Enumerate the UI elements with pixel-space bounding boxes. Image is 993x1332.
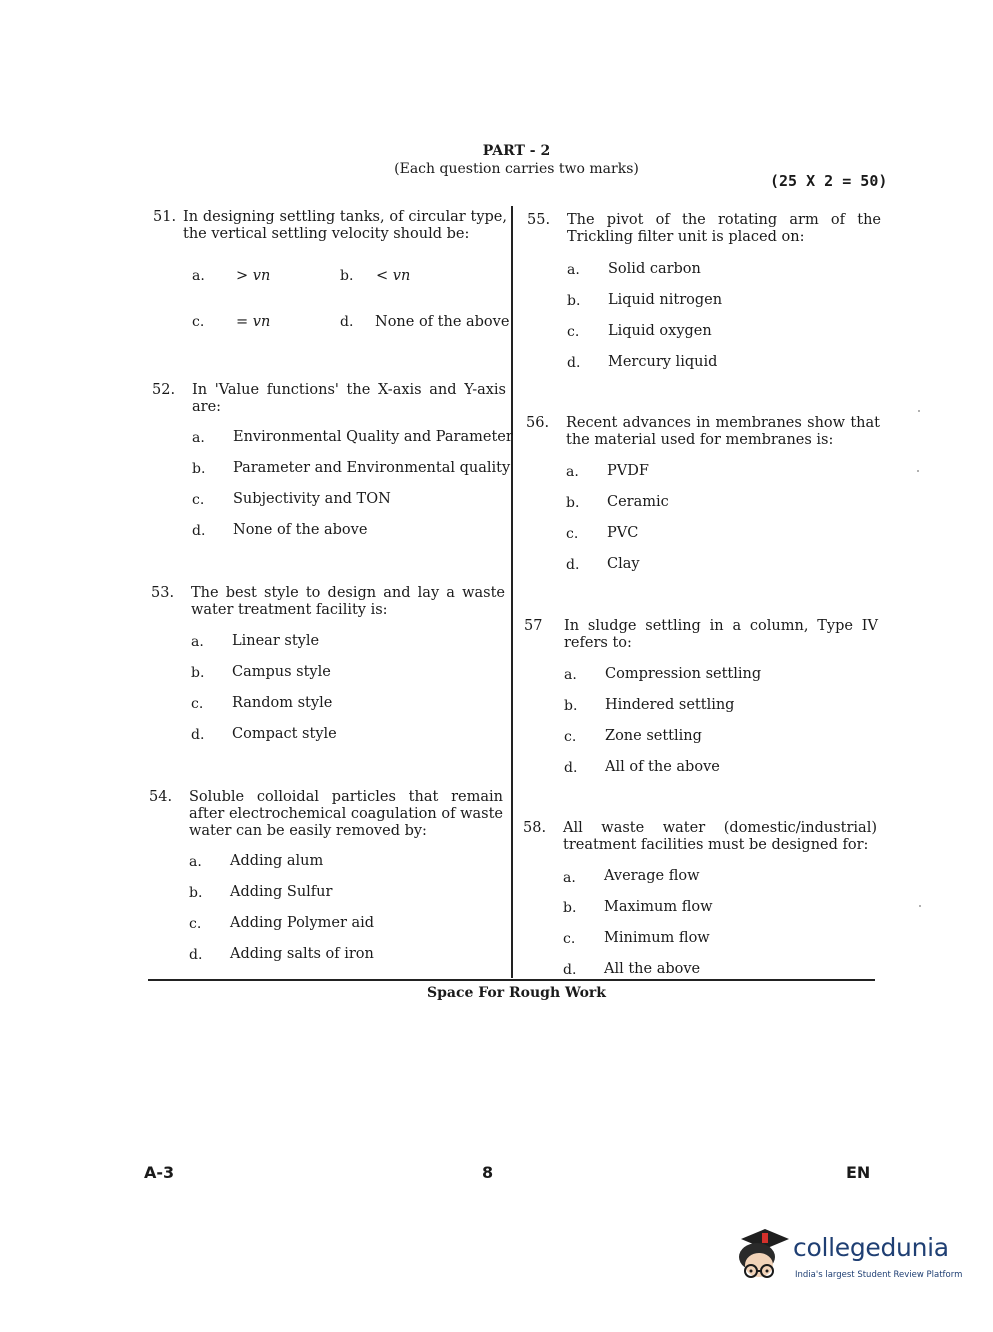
option-text: Ceramic: [607, 494, 669, 510]
option-text: Subjectivity and TON: [233, 491, 391, 507]
option-label: d.: [191, 727, 205, 743]
question-number: 56.: [526, 415, 550, 431]
part-title: PART - 2: [482, 143, 551, 159]
option-label: a.: [564, 667, 577, 683]
option-text: Adding salts of iron: [230, 946, 374, 962]
option-label: d.: [567, 355, 581, 371]
collegedunia-logo: [735, 1225, 965, 1295]
option-label: c.: [191, 696, 204, 712]
option-text: Zone settling: [605, 728, 702, 744]
option-text: Average flow: [604, 868, 700, 884]
question-text: In sludge settling in a column, Type IV refers to:: [564, 618, 878, 651]
option-label: b.: [563, 900, 577, 916]
option-label: a.: [189, 854, 202, 870]
option-text: Adding alum: [230, 853, 324, 869]
option-label: b.: [189, 885, 203, 901]
option-label: c.: [192, 314, 205, 330]
booklet-code: A-3: [144, 1163, 175, 1182]
option-label: c.: [566, 526, 579, 542]
option-text: Environmental Quality and Parameter: [233, 429, 513, 445]
question-text: All waste water (domestic/industrial) treatment facilities must be designed for:: [563, 820, 877, 853]
option-text: PVC: [607, 525, 639, 541]
option-label: a.: [192, 430, 205, 446]
option-text: Adding Sulfur: [230, 884, 333, 900]
question-text: Recent advances in membranes show that the material used for membranes is:: [566, 415, 880, 448]
option-text: = vn: [236, 314, 271, 330]
option-label: b.: [192, 461, 206, 477]
option-label: c.: [563, 931, 576, 947]
option-text: Maximum flow: [604, 899, 713, 915]
option-label: a.: [566, 464, 579, 480]
option-label: a.: [191, 634, 204, 650]
option-text: All the above: [604, 961, 701, 977]
option-label: b.: [566, 495, 580, 511]
option-label: c.: [189, 916, 202, 932]
mascot-icon: [735, 1225, 793, 1285]
scan-speck: [919, 905, 921, 907]
question-text: In 'Value functions' the X-axis and Y-axis are:: [192, 382, 506, 415]
option-label: d.: [189, 947, 203, 963]
option-label: b.: [340, 268, 354, 284]
question-number: 55.: [527, 212, 551, 228]
option-text: Liquid nitrogen: [608, 292, 723, 308]
language-code: EN: [846, 1163, 871, 1182]
option-label: a.: [567, 262, 580, 278]
page-number: 8: [482, 1163, 494, 1182]
question-text: Soluble colloidal particles that remain after electrochemical coagulation of waste water can be easily removed by:: [189, 789, 503, 839]
question-number: 54.: [149, 789, 173, 805]
option-text: Compression settling: [605, 666, 762, 682]
option-label: b.: [567, 293, 581, 309]
option-text: > vn: [236, 268, 271, 284]
option-text: Linear style: [232, 633, 320, 649]
option-text: Liquid oxygen: [608, 323, 712, 339]
option-label: c.: [192, 492, 205, 508]
question-number: 51.: [153, 209, 177, 225]
question-number: 52.: [152, 382, 176, 398]
column-divider: [511, 206, 513, 978]
scan-speck: [918, 410, 920, 412]
option-label: b.: [191, 665, 205, 681]
option-text: All of the above: [605, 759, 720, 775]
question-text: The best style to design and lay a waste water treatment facility is:: [191, 585, 505, 618]
option-text: Parameter and Environmental quality: [233, 460, 511, 476]
question-number: 57: [524, 618, 543, 634]
option-text: Solid carbon: [608, 261, 701, 277]
option-label: d.: [563, 962, 577, 978]
option-label: a.: [563, 870, 576, 886]
option-text: PVDF: [607, 463, 649, 479]
option-label: c.: [567, 324, 580, 340]
option-label: c.: [564, 729, 577, 745]
question-text: The pivot of the rotating arm of the Trickling filter unit is placed on:: [567, 212, 881, 245]
option-label: d.: [340, 314, 354, 330]
logo-wordmark: collegedunia: [793, 1233, 949, 1262]
question-number: 53.: [151, 585, 175, 601]
rough-work-label: Space For Rough Work: [426, 985, 607, 1001]
option-text: None of the above: [233, 522, 368, 538]
question-text: In designing settling tanks, of circular type, the vertical settling velocity should be:: [183, 209, 507, 242]
option-label: a.: [192, 268, 205, 284]
option-text: Compact style: [232, 726, 337, 742]
option-text: < vn: [376, 268, 411, 284]
option-text: Mercury liquid: [608, 354, 718, 370]
scan-speck: [917, 470, 919, 472]
marks-summary: (25 X 2 = 50): [770, 172, 888, 190]
logo-tagline: India's largest Student Review Platform: [795, 1270, 963, 1280]
option-label: b.: [564, 698, 578, 714]
option-label: d.: [566, 557, 580, 573]
option-label: d.: [192, 523, 206, 539]
bottom-rule: [148, 979, 875, 981]
option-text: Adding Polymer aid: [230, 915, 375, 931]
option-text: Minimum flow: [604, 930, 710, 946]
option-text: Hindered settling: [605, 697, 735, 713]
option-label: d.: [564, 760, 578, 776]
option-text: None of the above: [375, 314, 510, 330]
option-text: Campus style: [232, 664, 331, 680]
option-text: Random style: [232, 695, 333, 711]
question-number: 58.: [523, 820, 547, 836]
part-subtitle: (Each question carries two marks): [394, 161, 639, 177]
option-text: Clay: [607, 556, 640, 572]
